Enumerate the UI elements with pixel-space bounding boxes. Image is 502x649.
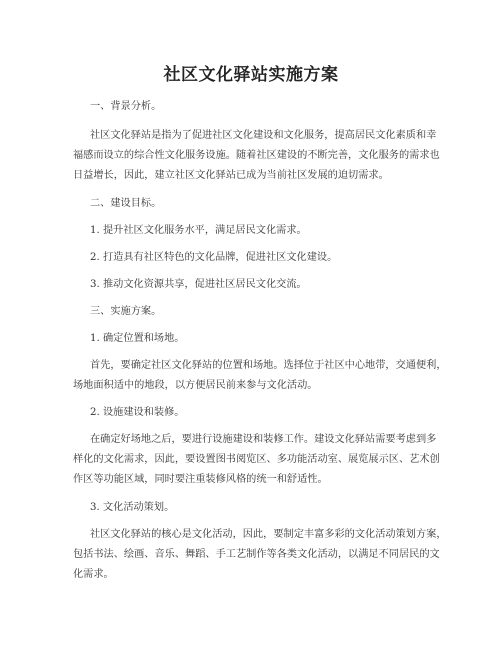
plan-step-3-paragraph — [73, 525, 447, 585]
paragraph-line: 社区文化驿站的核心是文化活动，因此，要制定丰富多彩的文化活动策划方案， — [90, 529, 447, 540]
paragraph-line: 福感而设立的综合性文化服务设施。随着社区建设的不断完善，文化服务的需求也 — [73, 150, 440, 161]
section-heading-goals: 二、建设目标。 — [90, 198, 162, 209]
plan-step-2-paragraph — [73, 430, 443, 490]
paragraph-line: 场地面积适中的地段，以方便居民前来参与文化活动。 — [73, 380, 318, 391]
plan-step-2-heading: 2. 设施建设和装修。 — [90, 407, 185, 418]
paragraph-line: 社区文化驿站是指为了促进社区文化建设和文化服务，提高居民文化素质和幸 — [90, 130, 437, 141]
goal-item-2: 2. 打造具有社区特色的文化品牌，促进社区文化建设。 — [90, 252, 338, 263]
plan-step-1-paragraph — [73, 356, 447, 396]
section-heading-plan: 三、实施方案。 — [90, 306, 162, 317]
goal-item-3: 3. 推动文化资源共享，促进社区居民文化交流。 — [90, 279, 307, 290]
paragraph-line: 首先，要确定社区文化驿站的位置和场地。选择位于社区中心地带，交通便利， — [90, 360, 447, 371]
document-title: 社区文化驿站实施方案 — [163, 65, 339, 85]
paragraph-line: 化需求。 — [73, 569, 114, 580]
paragraph-line: 样化的文化需求，因此，要设置图书阅览区、多功能活动室、展览展示区、艺术创 — [73, 454, 440, 465]
background-paragraph — [73, 126, 443, 186]
plan-step-1-heading: 1. 确定位置和场地。 — [90, 333, 185, 344]
plan-step-3-heading: 3. 文化活动策划。 — [90, 502, 175, 513]
paragraph-line: 作区等功能区域，同时要注重装修风格的统一和舒适性。 — [73, 474, 328, 485]
paragraph-line: 日益增长，因此，建立社区文化驿站已成为当前社区发展的迫切需求。 — [73, 170, 389, 181]
paragraph-line: 在确定好场地之后，要进行设施建设和装修工作。建设文化驿站需要考虑到多 — [90, 434, 437, 445]
paragraph-line: 包括书法、绘画、音乐、舞蹈、手工艺制作等各类文化活动，以满足不同居民的文 — [73, 549, 440, 560]
section-heading-background: 一、背景分析。 — [90, 101, 162, 112]
goal-item-1: 1. 提升社区文化服务水平，满足居民文化需求。 — [90, 225, 307, 236]
